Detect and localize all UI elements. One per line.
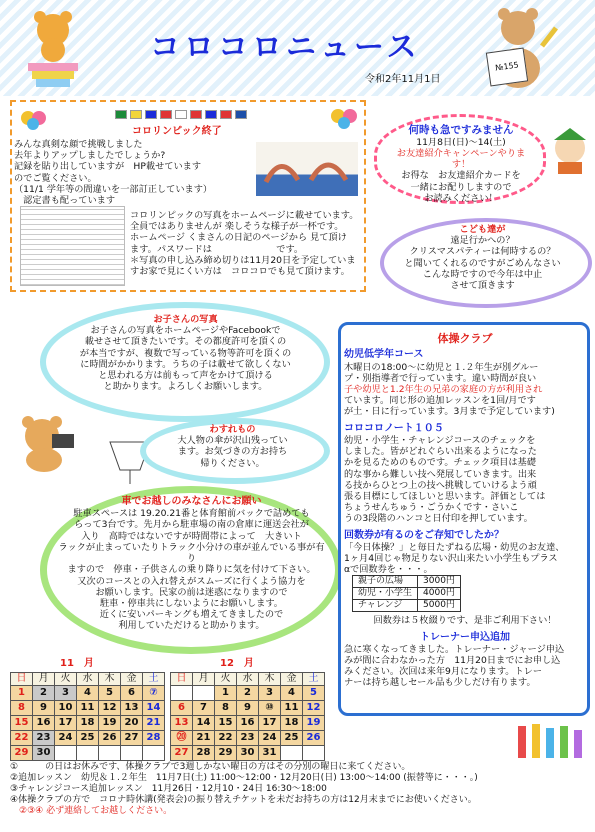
gym-club-content: 体操クラブ 幼児低学年コース 木曜日の18:00〜に幼児と１.２年生が別グルー プ・別指導者で行っています。違い時間が良い 子や幼児と1.2年生の兄弟の家庭の方が利用され ています。同じ形の追加レッスンを1回/月です が土・日に行っています。3月まで予定しています) コロコロノート１０５ 幼児・小学生・チャレンジコースのチェックを しました。皆がどれぐらい出来るようになった かを見るためのものです。チェック項目は基礎 的な事から難しい技へ発展していきます。出来 る技からひとつ上の技へ挑戦していけるよう頑 張る目標にしてほしいと思います。評価としては ちょうせんちゅう・ごうかくです・さいこ うの3段階のハンコと日付印を押しています。 回数券が有るのをご存知でしたか？ 「今日体操？」と毎日たずねる広場・幼児のお友達、 1ヶ月4回じゃ物足りない沢山来たい小学生もプラス αで回数券を・・・。 親子の広場 3000円 幼児・小学生 4000円 チャレンジ 5000円 回数券は５枚綴りです、是非ご利用下さい！ トレーナー申込追加 急に寒くなってきました。トレーナー・ジャージ申込 みが間に合わなかった方 11月20日までにお申し込 みください。次回は来年9月になります。トレー ナーは持ち越しセール品も少しだけ有ります。 <box>344 332 565 689</box>
calendar-november: 日 月 火 水 木 金 土 1 2 3 4 5 6 ⑦ 8 9 10 11 12 13 14 15 16 17 18 19 20 21 22 23 24 25 26 27 28 29 30 <box>10 672 165 761</box>
flags-icon <box>115 110 250 122</box>
photos-text: お子さんの写真 お子さんの写真をホームページやFacebookで 載せさせて頂きたいです。その都度許可を頂くの が本当ですが、複数で写っている物等許可を頂くの に時間がかかります。うちの子は載せて欲しくない と思われる方は前もって声をかけて頂ける と助かります。よろしくお願いします。 <box>79 314 292 393</box>
footer-notes: ① の日はお休みです、体操クラブで3週しかない曜日の方はその分別の曜日に来てください。 ②追加レッスン 幼児＆１.２年生 11月7日(土) 11:00〜12:00・12月20日(日) 13:00〜14:00 (振替等に・・・。) ③チャレンジコース追加レッスン 11月26日・12月10・24日 16:30〜18:00 ④体操クラブの方で コロナ時休講(発表会)の振り替えチケットを未だお持ちの方は12月末までにお使いください。 ②③④ 必ず連絡してお越しください。 <box>10 762 478 816</box>
table-row: チャレンジ 5000円 <box>353 600 461 612</box>
gymnastics-photo <box>256 142 358 196</box>
olympic-title: コロリンピック終了 <box>132 126 222 137</box>
balloons-icon <box>20 110 48 136</box>
campaign-text: 何時も急ですみません 11月8日(日)〜14(土) お友達紹介キャンペーンやります！ お得な お友達紹介カードを 一緒にお配りしますので お読みください！ <box>396 124 526 204</box>
kid-illustration <box>548 128 592 174</box>
table-row: 親子の広場 3000円 <box>353 576 461 588</box>
record-sheet-image <box>20 206 125 286</box>
calendar-december: 日 月 火 水 木 金 土 1 2 3 4 5 6 7 8 9 ⑩ 11 12 13 14 15 16 17 18 19 ⑳ 21 22 23 24 25 26 27 28 29 30 31 <box>170 672 325 761</box>
newsletter-title: コロコロニュース <box>150 30 421 65</box>
issue-date: 令和2年11月1日 <box>365 74 441 85</box>
table-row: 幼児・小学生 4000円 <box>353 588 461 600</box>
olympic-text-2: コロリンピックの写真をホームページに載せています。 全員ではありませんが 楽しそうな様子が一杯です。 ホームページ くまさんの日記のページから 見て頂け ます。パスワードは です。 ＊写真の申し込み締め切りは11月20日を予定していま すお家で見にくい方は コロコロでも見て頂けます。 <box>130 210 359 278</box>
balloons-icon <box>330 108 360 134</box>
parking-text: 車でお越しのみなさんにお願い 駐車スペースは 19.20.21番と体育館前バックで詰めても らって3台です。先月から駐車場の南の倉庫に運送会社が 入り 高時ではないですが時間帯によって 大きいト ラックが止まっていたりトラック小分けの車が並んでいる事が有り ますので 停車・子供さんの乗り降りに気を付けて下さい。 又次のコースとの入れ替えがスムーズに行くよう協力を お願いします。民家の前は迷惑になりますので 駐車・停車共にしないようにお願いします。 近くに安いパーキングも増えてきましたので 利用していただけると助かります。 <box>58 496 325 632</box>
olympic-text-1: みんな真剣な顔で挑戦しました 去年よりアップしましたでしょうか? 記録を貼り出していますが HP載せています のでご覧ください。 （11/1 学年等の間違いを一部訂正しています） 認定書も配っています <box>14 139 213 207</box>
calendar-dec-label: 12 月 <box>220 658 254 669</box>
calendar-nov-label: 11 月 <box>60 658 94 669</box>
ticket-price-table <box>352 575 461 612</box>
kids-text: こども達が 遠足行かへの？ クリスマスパティーは何時するの？ と聞いてくれるのですがごめんなさい こんな時ですので今年は中止 させて頂きます <box>404 224 561 292</box>
issue-number: №155 <box>486 48 528 87</box>
bear-camera-illustration <box>16 414 76 472</box>
lost-items-text: わすれもの 大人物の傘が沢山残ってい ます。お気づきの方お持ち 帰りください。 <box>177 424 288 469</box>
bear-illustration-left <box>18 8 88 88</box>
crayons-illustration <box>512 720 590 760</box>
